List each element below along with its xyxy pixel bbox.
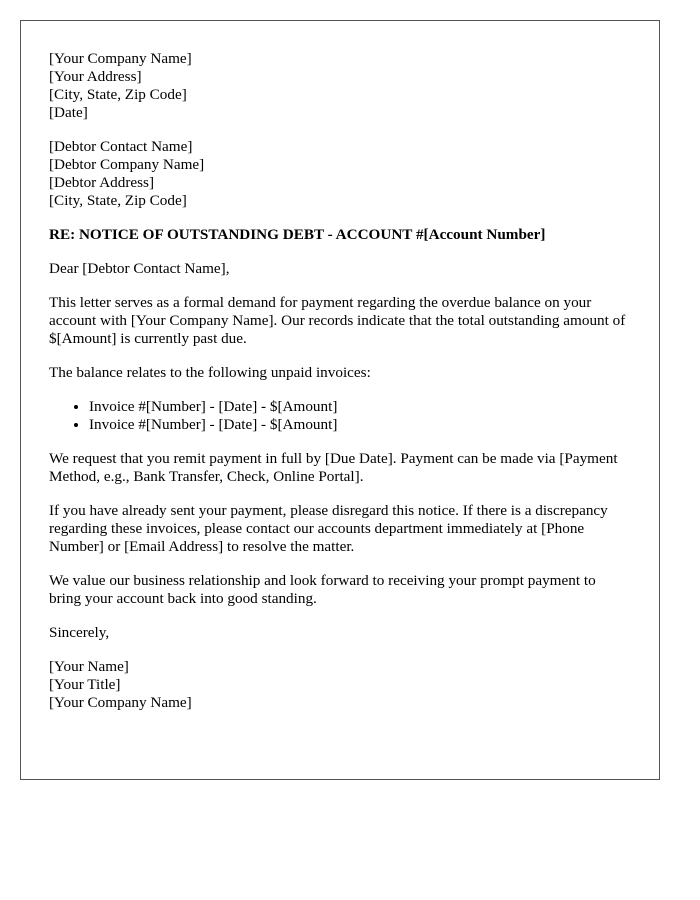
balance-paragraph: The balance relates to the following unpaid invoices: [49, 364, 371, 381]
recipient-address: [Debtor Address] [49, 174, 155, 191]
closing: Sincerely, [49, 624, 110, 641]
letter-date: [Date] [49, 104, 88, 121]
letter-page [20, 20, 660, 780]
signature-company: [Your Company Name] [49, 694, 192, 711]
signature-name: [Your Name] [49, 658, 129, 675]
closing-note-paragraph: We value our business relationship and look forward to receiving your prompt payment to bring your account back into good standing. [49, 572, 596, 607]
sender-company: [Your Company Name] [49, 50, 192, 67]
recipient-contact: [Debtor Contact Name] [49, 138, 193, 155]
intro-paragraph: This letter serves as a formal demand for payment regarding the overdue balance on your account with [Your Company Name]. Our records indicate that the total outstanding amount of $[Amount] is currently past due. [49, 294, 626, 347]
signature-block [49, 658, 631, 712]
recipient-block [49, 138, 631, 210]
sender-city: [City, State, Zip Code] [49, 86, 187, 103]
recipient-city: [City, State, Zip Code] [49, 192, 187, 209]
invoice-list [49, 398, 631, 434]
sender-block [49, 50, 631, 122]
signature-title: [Your Title] [49, 676, 121, 693]
recipient-company: [Debtor Company Name] [49, 156, 205, 173]
invoice-item: • Invoice #[Number] - [Date] - $[Amount] [89, 416, 631, 434]
payment-request-paragraph: We request that you remit payment in full by [Due Date]. Payment can be made via [Payment Method, e.g., Bank Transfer, Check, Online Portal]. [49, 450, 618, 485]
salutation: Dear [Debtor Contact Name], [49, 260, 230, 277]
invoice-item: • Invoice #[Number] - [Date] - $[Amount] [89, 398, 631, 416]
disregard-paragraph: If you have already sent your payment, please disregard this notice. If there is a discrepancy regarding these invoices, please contact our accounts department immediately at [Phone Number] or [Email Address] to resolve the matter. [49, 502, 608, 555]
sender-address: [Your Address] [49, 68, 142, 85]
subject-line: RE: NOTICE OF OUTSTANDING DEBT - ACCOUNT #[Account Number] [49, 226, 546, 243]
